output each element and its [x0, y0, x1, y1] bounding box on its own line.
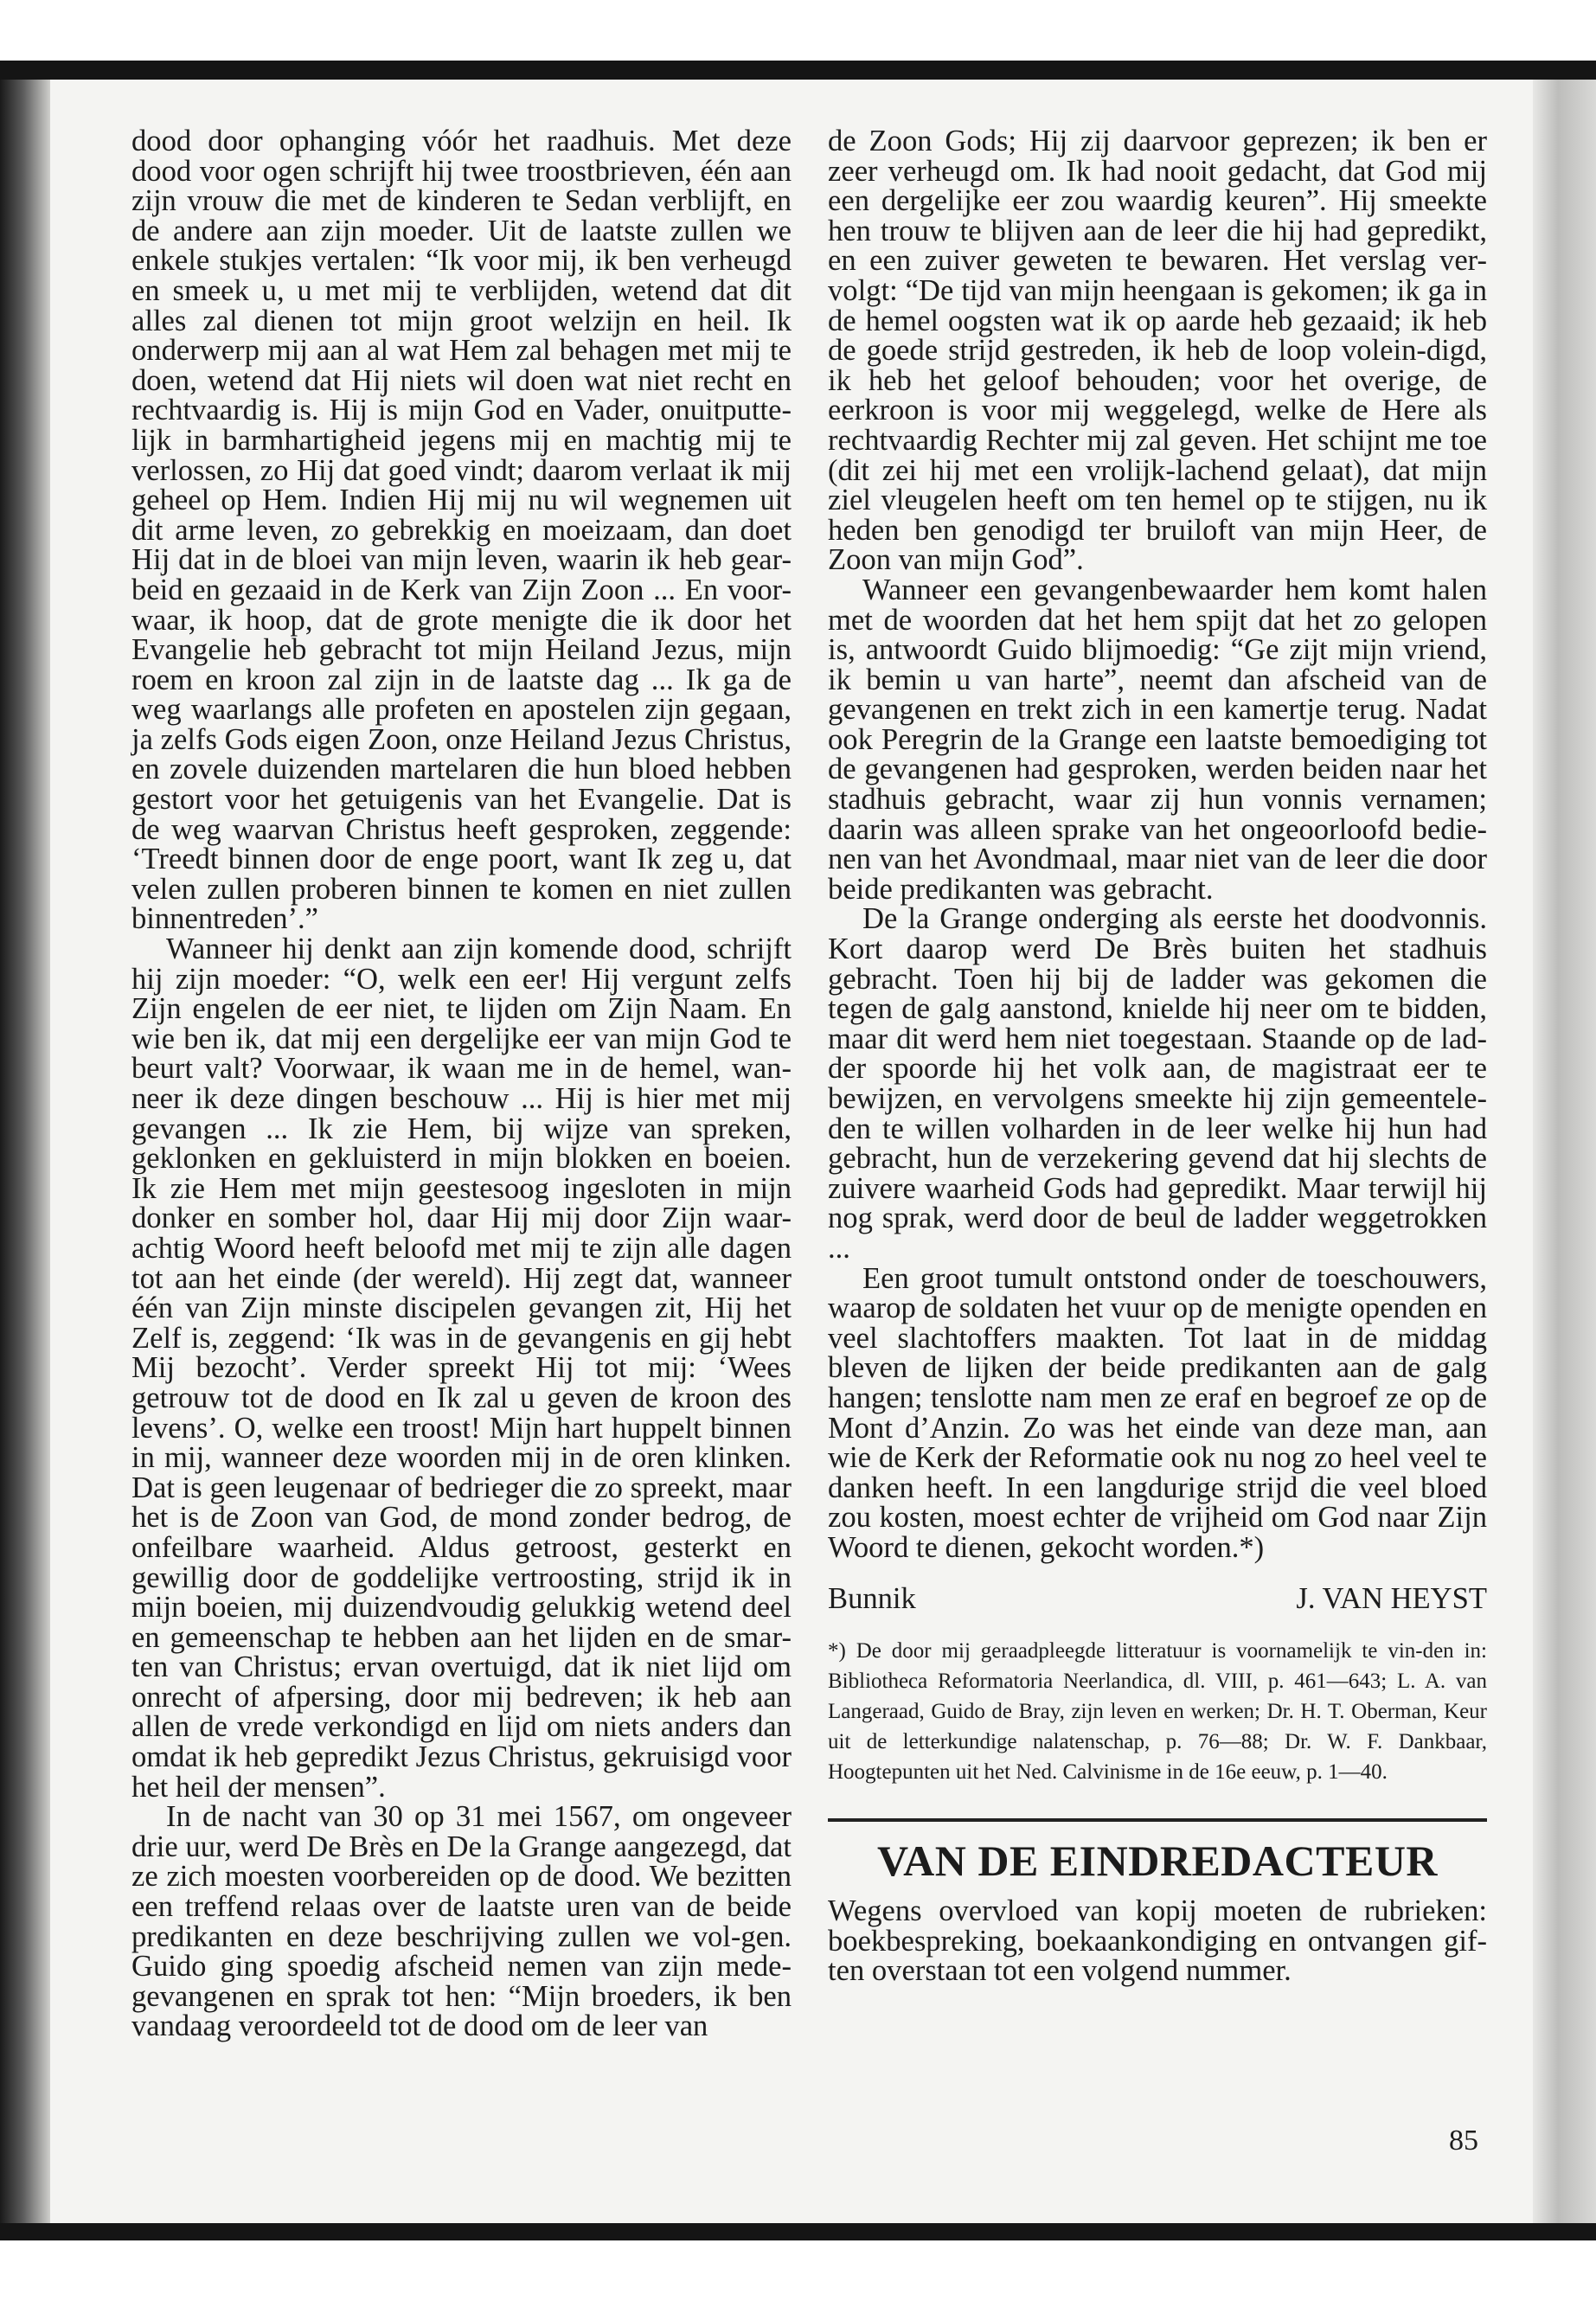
- paragraph: dood door ophanging vóór het raadhuis. Met deze dood voor ogen schrijft hij twee troostbrieven, één aan zijn vrouw die met de kinderen te Sedan verblijft, en de andere aan zijn moeder. Uit de laatste zullen we enkele stukjes vertalen: “Ik voor mij, ik ben verheugd en smeek u, u met mij te verblijden, wetend dat dit alles zal dienen tot mijn groot welzijn en heil. Ik onderwerp mij aan al wat Hem zal behagen met mij te doen, wetend dat Hij niets wil doen wat niet recht en rechtvaardig is. Hij is mijn God en Vader, onuitputte-lijk in barmhartigheid jegens mij en machtig mij te verlossen, zo Hij dat goed vindt; daarom verlaat ik mij geheel op Hem. Indien Hij mij nu wil wegnemen uit dit arme leven, zo gebrekkig en moeizaam, dan doet Hij dat in de bloei van mijn leven, waarin ik heb gear-beid en gezaaid in de Kerk van Zijn Zoon ... En voor-waar, ik hoop, dat de grote menigte die ik door het Evangelie heb gebracht tot mijn Heiland Jezus, mijn roem en kroon zal zijn in de laatste dag ... Ik ga de weg waarlangs alle profeten en apostelen zijn gegaan, ja zelfs Gods eigen Zoon, onze Heiland Jezus Christus, en zovele duizenden martelaren die hun bloed hebben gestort voor het getuigenis van het Evangelie. Dat is de weg waarvan Christus heeft gesproken, zeggende: ‘Treedt binnen door de enge poort, want Ik zeg u, dat velen zullen proberen binnen te komen en niet zullen binnentreden’.”: [131, 125, 792, 936]
- paragraph: De la Grange onderging als eerste het doodvonnis. Kort daarop werd De Brès buiten het stadhuis gebracht. Toen hij bij de ladder was gekomen die tegen de galg aanstond, knielde hij neer om te bidden, maar dit werd hem niet toegestaan. Staande op de lad-der spoorde hij het volk aan, de magistraat eer te bewijzen, en vervolgens smeekte hij zijn gemeentele-den te willen volharden in de leer welke hij hun had gebracht, hun de verzekering gevend dat hij slechts de zuivere waarheid Gods had gepredikt. Maar terwijl hij nog sprak, werd door de beul de ladder weggetrokken ...: [828, 902, 1487, 1265]
- scan-edge-top: [0, 61, 1596, 81]
- book-spine-shadow: [0, 80, 50, 2225]
- signature-place: Bunnik: [828, 1581, 916, 1615]
- paragraph: In de nacht van 30 op 31 mei 1567, om ongeveer drie uur, werd De Brès en De la Grange aangezegd, dat ze zich moesten voorbereiden op de dood. We bezitten een treffend relaas over de laatste uren van de beide predikanten en deze beschrijving zullen we vol-gen. Guido ging spoedig afscheid nemen van zijn mede-gevangenen en sprak tot hen: “Mijn broeders, ik ben vandaag veroordeeld tot de dood om de leer van: [131, 1800, 792, 2043]
- editor-heading: VAN DE EINDREDACTEUR: [876, 1836, 1439, 1886]
- paragraph: Een groot tumult ontstond onder de toeschouwers, waarop de soldaten het vuur op de menigte openden en veel slachtoffers maakten. Tot laat in de middag bleven de lijken der beide predikanten aan de galg hangen; tenslotte nam men ze eraf en begroef ze op de Mont d’Anzin. Zo was het einde van deze man, aan wie de Kerk der Reformatie ook nu nog zo heel veel te danken heeft. In een langdurige strijd die veel bloed zou kosten, moest echter de vrijheid om God naar Zijn Woord te dienen, gekocht worden.*): [828, 1261, 1487, 1564]
- footnote: *) De door mij geraadpleegde litteratuur is voornamelijk te vin-den in: Bibliotheca Reformatoria Neerlandica, dl. VIII, p. 461—643; L. A. van Langeraad, Guido de Bray, zijn leven en werken; Dr. H. T. Oberman, Keur uit de letterkundige nalatenschap, p. 76—88; Dr. W. F. Dankbaar, Hoogtepunten uit het Ned. Calvinisme in de 16e eeuw, p. 1—40.: [828, 1639, 1487, 1785]
- scan-margin-bottom: [0, 2240, 1596, 2301]
- right-column: [828, 126, 1487, 1986]
- page-edge-right: [1533, 80, 1596, 2225]
- signature-line: [828, 1581, 1487, 1615]
- paragraph: Wanneer hij denkt aan zijn komende dood, schrijft hij zijn moeder: “O, welk een eer! Hij vergunt zelfs Zijn engelen de eer niet, te lijden om Zijn Naam. En wie ben ik, dat mij een dergelijke eer van mijn God te beurt valt? Voorwaar, ik waan me in de hemel, wan-neer ik deze dingen beschouw ... Hij is hier met mij gevangen ... Ik zie Hem, bij wijze van spreken, geklonken en gekluisterd in mijn blokken en boeien. Ik zie Hem met mijn geestesoog ingesloten in mijn donker en somber hol, daar Hij mij door Zijn waar-achtig Woord heeft beloofd met mij te zijn alle dagen tot aan het einde (der wereld). Hij zegt dat, wanneer één van Zijn minste discipelen gevangen zit, Hij het Zelf is, zeggend: ‘Ik was in de gevangenis en gij hebt Mij bezocht’. Verder spreekt Hij tot mij: ‘Wees getrouw tot de dood en Ik zal u geven de kroon des levens’. O, welke een troost! Mijn hart huppelt binnen in mij, wanneer deze woorden mij in de oren klinken. Dat is geen leugenaar of bedrieger die zo spreekt, maar het is de Zoon van God, de mond zonder bedrog, de onfeilbare waarheid. Aldus getroost, gesterkt en gewillig door de goddelijke vertroosting, strijd ik in mijn boeien, mij duizendvoudig gelukkig wetend deel en gemeenschap te hebben aan het lijden en de smar-ten van Christus; ervan overtuigd, dat ik niet lijd om onrecht of afpersing, door mij bedreven; ik heb aan allen de vrede verkondigd en lijd om niets anders dan omdat ik heb gepredikt Jezus Christus, gekruisigd voor het heil der mensen”.: [131, 933, 792, 1804]
- editor-paragraph: Wegens overvloed van kopij moeten de rubrieken: boekbespreking, boekaankondiging en ontvangen gif-ten overstaan tot een volgend nummer.: [828, 1894, 1487, 1988]
- signature-author: J. VAN HEYST: [1296, 1581, 1487, 1615]
- page-number: 85: [1449, 2125, 1478, 2157]
- section-divider: [828, 1818, 1487, 1822]
- paragraph: Wanneer een gevangenbewaarder hem komt halen met de woorden dat het hem spijt dat het zo gelopen is, antwoordt Guido blijmoedig: “Ge zijt mijn vriend, ik bemin u van harte”, neemt dan afscheid van de gevangenen en trekt zich in een kamertje terug. Nadat ook Peregrin de la Grange een laatste bemoediging tot de gevangenen had gesproken, werden beiden naar het stadhuis gebracht, waar zij hun vonnis vernamen; daarin was alleen sprake van het ongeoorloofd bedie-nen van het Avondmaal, maar niet van de leer die door beide predikanten was gebracht.: [828, 573, 1487, 906]
- left-column: [131, 126, 792, 2041]
- scan-margin-top: [0, 0, 1596, 67]
- paragraph: de Zoon Gods; Hij zij daarvoor geprezen; ik ben er zeer verheugd om. Ik had nooit gedacht, dat God mij een dergelijke eer zou waardig keuren”. Hij smeekte hen trouw te blijven aan de leer die hij had gepredikt, en een zuiver geweten te bewaren. Het verslag ver-volgt: “De tijd van mijn heengaan is gekomen; ik ga in de hemel oogsten wat ik op aarde heb gezaaid; ik heb de goede strijd gestreden, ik heb de loop volein-digd, ik heb het geloof behouden; voor het overige, de eerkroon is voor mij weggelegd, welke de Here als rechtvaardig Rechter mij zal geven. Het schijnt me toe (dit zei hij met een vrolijk-lachend gelaat), dat mijn ziel vleugelen heeft om ten hemel op te stijgen, nu ik heden ben genodigd ter bruiloft van mijn Heer, de Zoon van mijn God”.: [828, 125, 1487, 577]
